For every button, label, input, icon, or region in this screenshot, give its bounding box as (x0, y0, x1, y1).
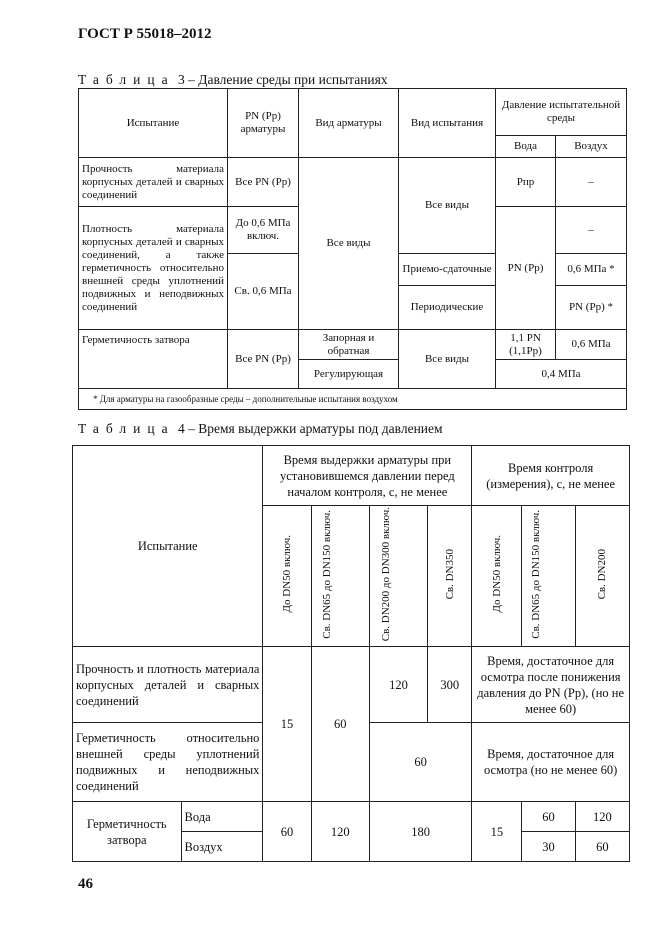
t4-col-6 (522, 506, 575, 647)
t4-r3-b: 120 (311, 802, 369, 862)
t3-r2-type-arm: Все виды (299, 158, 399, 330)
t4-r1-test: Прочность и плотность материала корпусных деталей и сварных соединений (73, 647, 263, 723)
t4-col-5 (472, 506, 522, 647)
t4-r3-w2: 120 (575, 802, 629, 832)
t4-r3-air: Воздух (181, 832, 263, 862)
t3-r1-test: Прочность материала корпусных деталей и сварных соединений (79, 158, 228, 207)
t3-r3-pn: Все PN (Pp) (228, 330, 299, 389)
t4-col-2-label: Св. DN65 до DN150 включ. (321, 509, 334, 639)
t4-col-1-label: До DN50 включ. (280, 535, 293, 613)
t4-r3-d: 15 (472, 802, 522, 862)
t3-r2-accept: Приемо-сдаточные (399, 254, 496, 286)
t3-r2-air-c: PN (Pp) * (556, 286, 627, 330)
t3-head-test: Испытание (79, 89, 228, 158)
t4-r1-ctrl: Время, достаточное для осмотра после понижения давления до PN (Pp), (но не менее 60) (472, 647, 630, 723)
t3-head-pn: PN (Pp) арматуры (228, 89, 299, 158)
t3-r1-air: – (556, 158, 627, 207)
t4-r3-water: Вода (181, 802, 263, 832)
t3-head-type-test: Вид испытания (399, 89, 496, 158)
t3-r3-water: 1,1 PN (1,1Pp) (496, 330, 556, 360)
t3-head-type-arm: Вид арматуры (299, 89, 399, 158)
t3-r2-period: Периодические (399, 286, 496, 330)
t3-r3-shutoff: Запорная и обратная (299, 330, 399, 360)
t3-r1-pn: Все PN (Pp) (228, 158, 299, 207)
t3-head-pressure: Давление испытательной среды (496, 89, 627, 136)
table4-caption (78, 421, 443, 437)
t4-col-7 (575, 506, 629, 647)
document-header: ГОСТ Р 55018–2012 (78, 26, 212, 42)
table3-caption-word: Таблица (78, 72, 175, 87)
t4-col-3-label: Св. DN200 до DN300 включ. (379, 507, 392, 642)
table4-caption-title: 4 – Время выдержки арматуры под давлением (174, 421, 443, 436)
t4-col-7-label: Св. DN200 (596, 548, 609, 600)
t3-r3-regul: Регулирующая (299, 360, 399, 389)
t4-r3-w1: 60 (522, 802, 575, 832)
t3-footnote: * Для арматуры на газообразные среды – дополнительные испытания воздухом (79, 389, 627, 410)
t3-r3-air: 0,6 МПа (556, 330, 627, 360)
t4-r3-a2: 60 (575, 832, 629, 862)
t4-r3-test: Герметичность затвора (73, 802, 182, 862)
t4-r3-a: 60 (263, 802, 311, 862)
table-3 (78, 88, 627, 410)
t4-col-3 (369, 506, 427, 647)
t4-head-hold: Время выдержки арматуры при установившемся давлении перед началом контроля, с, не менее (263, 446, 472, 506)
t4-r1-v15: 15 (263, 647, 311, 802)
table3-caption (78, 72, 388, 88)
t3-r2-water: PN (Pp) (496, 207, 556, 330)
t4-r1-v60: 60 (311, 647, 369, 802)
t3-r2-pn-a: До 0,6 МПа включ. (228, 207, 299, 254)
t4-r1-v120: 120 (369, 647, 427, 723)
t3-r3-types: Все виды (399, 330, 496, 389)
table-4 (72, 445, 630, 862)
t4-r2-v60: 60 (369, 723, 471, 802)
t4-col-6-label: Св. DN65 до DN150 включ. (529, 509, 542, 639)
t4-head-test: Испытание (73, 446, 263, 647)
t3-head-air: Воздух (556, 136, 627, 158)
t3-r2-air-b: 0,6 МПа * (556, 254, 627, 286)
t4-r3-a1: 30 (522, 832, 575, 862)
t4-r2-test: Герметичность относительно внешней среды уплотнений подвижных и неподвижных соединений (73, 723, 263, 802)
t3-r2-air-a: – (556, 207, 627, 254)
t4-r1-v300: 300 (428, 647, 472, 723)
t4-col-4 (428, 506, 472, 647)
t4-col-5-label: До DN50 включ. (490, 535, 503, 613)
t3-r3-both: 0,4 МПа (496, 360, 627, 389)
t4-head-control: Время контроля (измерения), с, не менее (472, 446, 630, 506)
table4-caption-word: Таблица (78, 421, 175, 436)
t3-r1-type-test: Все виды (399, 158, 496, 254)
t3-head-water: Вода (496, 136, 556, 158)
page-number: 46 (78, 876, 93, 892)
t3-r1-water: Pпр (496, 158, 556, 207)
t4-r3-c: 180 (369, 802, 471, 862)
t4-col-2 (311, 506, 369, 647)
t3-r2-test: Плотность материала корпусных деталей и сварных соединений, а также герметичность относительно внешней среды уплотнений подвижных и неподвижных соединений (79, 207, 228, 330)
t3-r2-pn-b: Св. 0,6 МПа (228, 254, 299, 330)
t4-col-4-label: Св. DN350 (443, 548, 456, 600)
t4-r2-ctrl: Время, достаточное для осмотра (но не менее 60) (472, 723, 630, 802)
t4-col-1 (263, 506, 311, 647)
t3-r3-test: Герметичность затвора (79, 330, 228, 389)
table3-caption-title: 3 – Давление среды при испытаниях (174, 72, 388, 87)
